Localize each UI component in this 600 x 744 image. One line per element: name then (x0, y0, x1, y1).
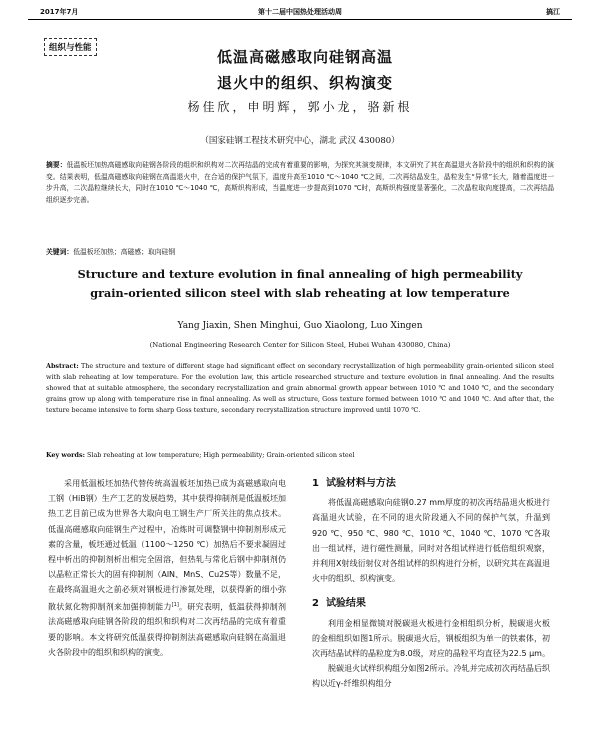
body-column-right (312, 476, 550, 692)
intro-text-part-2: 。研究表明，低温获得抑制剂法高磁感取向硅钢各阶段的组织和织构对二次再结晶的完成有着重要的影响。本文将研究低温获得抑制剂法高磁感取向硅钢在高温退火各阶段中的组织和织构的演变。 (48, 602, 287, 657)
header-location: 搞江 (546, 8, 560, 16)
affiliation-chinese: （国家硅钢工程技术研究中心，湖北 武汉 430080） (200, 136, 400, 146)
keywords-english-label: Key words: (46, 451, 85, 459)
keywords-chinese-label: 关键词： (46, 248, 74, 256)
results-paragraph-1: 利用金相显微镜对脱碳退火板进行金相组织分析，脱碳退火板的金相组织如图1所示。脱碳退火后，钢板组织为单一的铁素体，初次再结晶试样的晶粒度为8.0级，对应的晶粒平均直径为22.5 μm。 (312, 618, 550, 659)
keywords-chinese (46, 246, 554, 256)
header-conference: 第十二届中国热处理活动周 (258, 8, 342, 16)
abstract-chinese (46, 160, 554, 206)
authors-chinese: 杨佳欣，申明辉，郭小龙，骆新根 (187, 100, 413, 114)
title-chinese-line-2: 退火中的组织、织构演变 (216, 74, 393, 92)
abstract-chinese-text: 低温板坯加热高磁感取向硅钢各阶段的组织和织构对二次再结晶的完成有着重要的影响，为探究其演变规律，本文研究了其在高温退火各阶段中的组织和织构的演变。结果表明，低温高磁感取向硅钢在高温退火中，在合适的保护气氛下，温度升高至1010 ℃～1040 ℃之间，二次再结晶发生，晶粒发生“异常”长大，随着温度进一步升高，二次晶粒继续长大，同时在1010 ℃～1040 ℃，高斯织构形成，当温度进一步提高到1070 ℃时，高斯织构强度显著强化，二次晶粒取向度提高，二次再结晶组织逐步完善。 (46, 161, 555, 204)
keywords-chinese-text: 低温板坯加热；高磁感；取向硅钢 (73, 248, 176, 256)
section-2-title: 试验结果 (325, 598, 366, 610)
section-1-heading (312, 476, 550, 491)
running-header (0, 0, 600, 20)
intro-text-part-1: 采用低温板坯加热代替传统高温板坯加热已成为高磁感取向电工钢（HiB钢）生产工艺的发展趋势，其中获得抑制剂是低温板坯加热工艺目前已成为世界各大取向电工钢生产厂所关注的焦点技术。低温高磁感取向硅钢生产过程中，冶炼时可调整钢中抑制剂形成元素的含量，板坯通过低温（1100～1250 ℃）加热后不要求凝固过程中析出的抑制剂析出相完全固溶，但热轧与常化后钢中抑制剂仍以晶粒正常长大的固有抑制剂（AlN、MnS、Cu2S等）数量不足，在最终高温退火之前必须对钢板进行渗氮处理，以获得新的细小弥散状氮化物抑制剂来加强抑制能力 (48, 479, 286, 612)
keywords-english-text: Slab reheating at low temperature; High permeability; Grain-oriented silicon steel (87, 451, 355, 459)
abstract-english-label: Abstract: (46, 362, 79, 370)
abstract-english (46, 361, 554, 416)
header-rule (28, 19, 572, 20)
keywords-english (46, 451, 554, 459)
section-2-heading (312, 596, 550, 611)
title-english-line-1: Structure and texture evolution in final annealing of high permeability (77, 267, 523, 281)
section-tag: 组织与性能 (44, 38, 97, 56)
abstract-english-text: The structure and texture of different stage had significant effect on secondary recrystallization of high permeability grain-oriented silicon steel with slab reheating at low temperature. For the evolution law, this article researched structure and texture evolution in final annealing. And the results showed that at suitable atmosphere, the secondary recrystallization and grain abnormal growth appear between 1010 ℃ and 1040 ℃, and the secondary grains grow up along with temperature rise in final annealing. As well as structure, Goss texture formed between 1010 ℃ and 1040 ℃. And after that, the texture became intensive to form sharp Goss texture, secondary recrystallization structure improved until 1070 ℃. (46, 362, 554, 414)
body-column-left (48, 476, 286, 660)
section-1-number: 1 (312, 478, 319, 489)
title-chinese-line-1: 低温高磁感取向硅钢高温 (216, 48, 393, 66)
citation-ref: [1] (171, 601, 179, 608)
section-2-number: 2 (312, 598, 319, 610)
header-date: 2017年7月 (40, 8, 79, 16)
authors-english: Yang Jiaxin, Shen Minghui, Guo Xiaolong, Luo Xingen (177, 321, 423, 331)
title-english-line-2: grain-oriented silicon steel with slab reheating at low temperature (90, 286, 510, 300)
title-english (46, 265, 554, 303)
intro-paragraph (48, 476, 286, 660)
affiliation-english: (National Engineering Research Center for Silicon Steel, Hubei Wuhan 430080, China) (149, 341, 451, 349)
results-paragraph-2: 脱碳退火试样织构组分如图2所示。冷轧并完成初次再结晶后织构以近γ-纤维织构组分 (312, 664, 550, 689)
methods-paragraph: 将低温高磁感取向硅钢0.27 mm厚度的初次再结晶退火板进行高温退火试验，在不同的退火阶段通入不同的保护气氛，升温到920 ℃、950 ℃、980 ℃、1010 ℃、1040 ℃、1070 ℃各取出一组试样，进行磁性测量，同时对各组试样进行低倍组织观察，并利用X射线衍射仪对各组试样的织构进行分析，以研究其在高温退火中的组织、织构演变。 (312, 498, 550, 584)
section-1-title: 试验材料与方法 (325, 478, 396, 489)
title-chinese (150, 44, 460, 96)
abstract-chinese-label: 摘要： (46, 161, 67, 169)
